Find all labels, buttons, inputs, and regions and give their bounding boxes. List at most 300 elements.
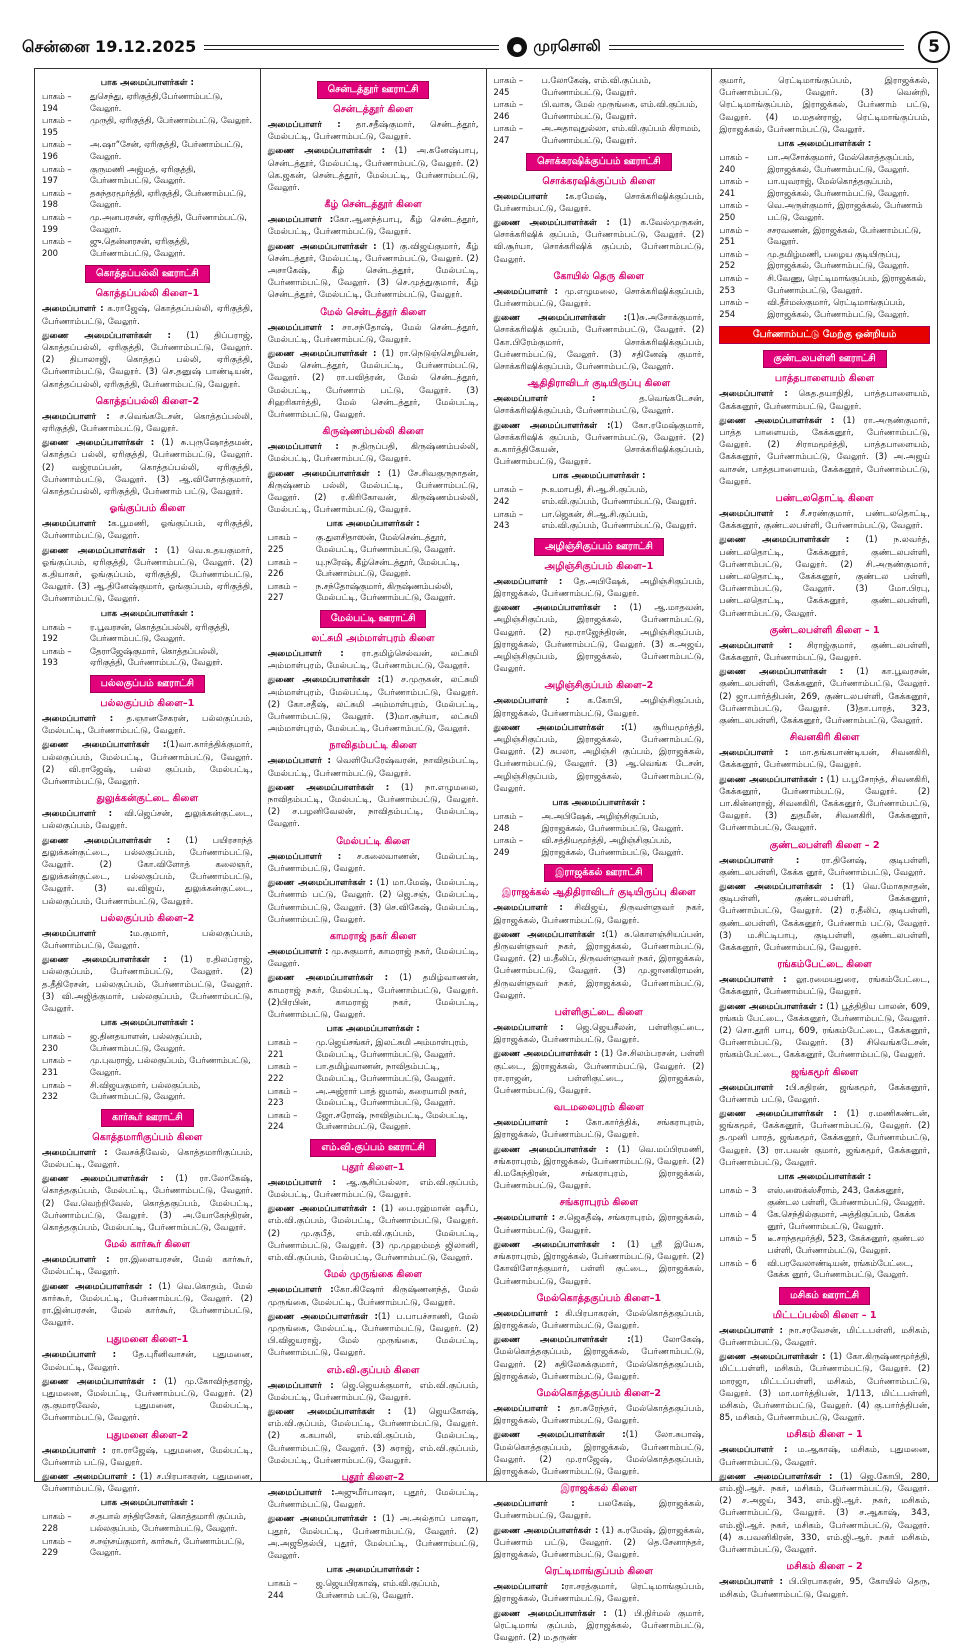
organizer-names: மு.சுகுமார், காமராஜ் நகர், மேல்பட்டி, வேலூர். [267,946,479,970]
organizer-entry [494,1403,705,1427]
role-label: துணை அமைப்பாளர்கள் : [267,468,381,479]
role-label: துணை அமைப்பாளர்கள் : [719,667,844,678]
ward-organizer: ர.பூவரசன், கொத்தப்பல்லி, ஏரிகுத்தி, பேர்ணாம்பட்டு, வேலூர். [90,621,230,644]
organizer-entry [268,851,479,875]
organizer-entry [42,1281,253,1330]
organizer-entry [719,508,930,532]
organizer-entry [42,1254,253,1278]
organizer-names: தே.புரீனிவாசன், புதுமனை, மேல்பட்டி, வேலூர். [42,1350,253,1373]
organizer-entry [42,1445,253,1469]
organizer-entry [719,1082,930,1106]
organizer-entry [42,835,253,908]
organizer-entry [494,602,705,675]
organizer-entry [719,388,930,412]
branch-heading: மேல் கார்கூர் கிளை [104,1239,191,1251]
branch-heading: மசிகம் கிளை – 2 [786,1561,863,1573]
role-label: துணை அமைப்பாளர்கள் : [42,330,171,341]
branch-heading: கொத்தப்பல்லி கிளை–2 [95,395,200,407]
section-label: பாக அமைப்பாளர்கள் : [326,519,420,530]
organizer-names: க.ராஜேஷ், கொத்தப்பல்லி, ஏரிகுத்தி, பேர்ணாம்பட்டு, வேலூர். [42,304,253,327]
column-1 [35,69,261,1558]
section-label: பாக அமைப்பாளர்கள் : [326,1565,420,1576]
organizer-entry [268,322,479,346]
ward-number: பாகம் – 252 [719,248,749,271]
panchayat-heading: இராஜக்கல் ஊராட்சி [544,864,653,882]
organizer-names: லூ.ரமையதுரை, ரங்கம்பேட்டை, கேக்கனூர், பேர்ணாம்பட்டு, வேலூர். [719,975,930,998]
branch-heading: சிவனகிரி கிளை [789,732,860,744]
organizer-names: ச.ஜெகதீஷ், சங்கராபுரம், இராஜக்கல், பேர்ணாம்பட்டு, வேலூர். [493,1213,705,1236]
branch-heading: மசிகம் கிளை – 1 [786,1429,863,1441]
branch-heading: கோயில் தெரு கிளை [553,270,645,282]
ward-organizer: அ.ஷா“சேன், ஏரிகுத்தி, பேர்ணாம்பட்டு, வேலூர். [90,139,244,161]
role-label: துணை அமைப்பாளர்கள் : [719,1352,826,1363]
organizer-names: ரா.ராஜேஷ், புதுமனை, மேல்பட்டி, பேர்ணாம் பட்டு, வேலூர். [42,1445,253,1468]
organizer-names: சிராஜ்குமார், குண்டலபள்ளி, கேக்கனூர், பேர்ணாம்பட்டு, வேலூர். [719,640,930,663]
organizer-names: (1) ரா.நெடுஞ்செழியன், மேல் சென்டத்தூர், மேல்பட்டி, பேர்ணாம்பட்டு, வேலூர். (2) ரா.பவித்ரன், மேல் சென்டத்தூர், மேல்பட்டி, பேர்ணாம் பட்டு, வேலூர். (3) சிஹரிகார்த்தி, மேல் சென்டத்தூர், மேல்பட்டி, பேர்ணாம்பட்டு, வேலூர். [267,349,479,421]
role-label: துணை அமைப்பாளர்கள் : [493,722,625,733]
organizer-entry [42,303,253,327]
ward-entry [42,115,253,138]
branch-heading: கீழ் சென்டத்தூர் கிளை [324,199,422,211]
ward-organizer: அ.அஜ்ரார் பாத் ஜமால், கரையாமி நகர், மேல்பட்டி, பேர்ணாம்பட்டு, வேலூர். [315,1085,467,1108]
ward-organizer: சசரவணன், இராஜக்கல், பேர்ணாம்பட்டு, வேலூர். [767,224,922,247]
ward-organizer: மு.தமிழ்மணி, பழைய குடியிருப்பு, இராஜக்கல், பேர்ணாம்பட்டு, வேலூர். [767,248,910,271]
ward-organizer: மு.அனபரசன், ஏரிகுத்தி, பேர்ணாம்பட்டு, வேலூர். [90,211,247,234]
organizer-names: குமார், ரெட்டிமாங்குப்பம், இராஜக்கல், பேர்ணாம்பட்டு, வேலூர். (3) வென்றி, ரெட்டிமாங்குப்பம், இராஜக்கல், பேர்ணாம் பட்டு, வேலூர். (4) ம.மதன்ராஜ், ரெட்டிமாங்குப்பம், இராஜக்கல், பேர்ணாம்பட்டு, வேலூர். [719,76,930,135]
organizer-names: ஆ.சூசிப்பல்லா, எம்.வி.குப்பம், மேல்பட்டி, பேர்ணாம்பட்டு, வேலூர். [267,1177,479,1201]
branch-heading: ரங்கம்பேட்டை கிளை [777,959,872,971]
ward-entry [42,236,253,259]
ward-number: பாகம் – 251 [719,224,749,247]
organizer-entry [268,468,479,517]
organizer-names: (1) ரா.லோகேஷ், கொத்தகுப்பம், மேல்பட்டி, பேர்ணாம்பட்டு, வேலூர். (2) வே.வெற்றிவேல், கொத்தகுப்பம், மேல்பட்டி, பேர்ணாம்பட்டு, வேலூர். (3) அ.யோகேந்திரன், கொத்தகுப்பம், மேல்பட்டி, பேர்ணாம்பட்டு, வேலூர். [42,1174,253,1233]
organizer-names: (1) ரா.அருண்குமார், பாத்த பாளையம், கேக்கனூர், பேர்ணாம்பட்டு, வேலூர். (2) சிராமமூர்த்தி, பாத்தபாளையம், கேக்கனூர், பேர்ணாம்பட்டு, வேலூர். (3) அ.அஜய் வாசன், பாத்தபாளையம், கேக்கனூர், பேர்ணாம்பட்டு, வேலூர். [719,415,930,487]
organizer-names: ரா.இளையரசன், மேல் கார்கூர், மேல்பட்டி, வேலூர். [42,1255,253,1278]
organizer-entry [719,747,930,771]
role-label: அமைப்பாளர் : [42,411,110,422]
panchayat-heading: மசிகம் ஊராட்சி [779,1287,870,1305]
ward-entry [42,164,253,187]
ward-number: பாகம் – 254 [719,297,749,319]
organizer-names: (1) ப.பாபச்சாணி, மேல் முருங்கை, மேல்பட்டி, பேர்ணாம்பட்டு, வேலூர். (2) பி.விஜயராஜ், மேல் முருங்கை, மேல்பட்டி, பேர்ணாம்பட்டு, வேலூர். [267,1311,479,1359]
ward-entry [494,123,705,146]
branch-heading: நாவிதம்பட்டி கிளை [329,740,417,752]
organizer-names: ரா.சரத்குமார், ரெட்டிமாங்குப்பம், இராஜக்கல், பேர்ணாம்பட்டு, வேலூர். [493,1582,705,1605]
ward-organizer: மு.ஜெய்சங்கர், இலட்சுமி அம்மாள்புரம், மேல்பட்டி, பேர்ணாம்பட்டு, வேலூர். [315,1037,469,1059]
branch-heading: வடமலைபுரம் கிளை [553,1102,645,1114]
ward-entry [42,646,253,669]
role-label: துணை அமைப்பாளர்கள் : [719,1471,833,1482]
ward-number: பாகம் – 228 [42,1511,72,1534]
organizer-entry [268,877,479,926]
organizer-entry [719,1576,930,1600]
organizer-names: க.பூமணி, ஓங்குப்பம், ஏரிகுத்தி, பேர்ணாம்பட்டு, வேலூர். [42,519,253,542]
organizer-names: (1) அ.அல்தாப் பாஷா, புதூர், மேல்பட்டி, பேர்ணாம்பட்டு, வேலூர். (2) அ.அஜூதல்பி, புதூர், மேல்பட்டி, பேர்ணாம்பட்டு, வேலூர். [267,1514,479,1561]
ward-organizer: ப.லோகேஷ், எம்.வி.குப்பம், பேர்ணாம்பட்டு, வேலூர். [541,75,652,97]
role-label: துணை அமைப்பாளர்கள் : [267,782,390,793]
ward-organizer: எஸ்.ஸைக்ஸ்சீராம், 243, கேக்கனூர், குண்டல பள்ளி, பேர்ணாம்பட்டு, வேலூர். [767,1185,926,1207]
organizer-entry [42,928,253,952]
branch-heading: ஜங்கமூர் கிளை [791,1066,859,1078]
organizer-names: (1) சே.சிவகுருநாதன், கிருஷ்ணம் பல்லி, மேல்பட்டி, பேர்ணாம்பட்டு, வேலூர். (2) ர.கிரிகோவன், கிருஷ்ணம்பல்லி, மேல்பட்டி, பேர்ணாம்பட்டு, வேலூர். [267,468,479,516]
organizer-names: (1) கா.பூவரசன், குண்டலபள்ளி, கேக்கனூர், பேர்ணாம்பட்டு, வேலூர். (2) ஜா.பார்த்திபன், 269, குண்டலபள்ளி, கேக்கனூர், பேர்ணாம்பட்டு, வேலூர். (3)தா.பாரத், 323, குண்டலபள்ளி, கேக்கனூர், பேர்ணாம்பட்டு, வேலூர். [719,667,930,726]
organizer-names: சிவிஜய், திருவள்ளுவர் நகர், இராஜக்கல், பேர்ணாம்பட்டு, வேலூர். [493,903,705,926]
ward-entry [42,1511,253,1534]
organizer-entry [494,1334,705,1383]
role-label: அமைப்பாளர் : [42,1350,117,1361]
organizer-names: (1) கோ.ரமேஷ்குமார், சொக்கரிஷிக் குப்பம், பேர்ணாம்பட்டு, வேலூர். (2) க.கார்த்திகேயன், சொக்கரிஷிக்குப்பம், பேர்ணாம்பட்டு, வேலூர். [493,420,705,468]
role-label: அமைப்பாளர் : [719,389,788,400]
ward-number: பாகம் – 227 [267,580,298,603]
organizer-names: (1) லோ.சுபாஷ், மேல்கொத்தகுப்பம், இராஜக்கல், பேர்ணாம்பட்டு, வேலூர். (2) மு.ராஜேஷ், மேல்கொத்தகுப்பம், இராஜக்கல், பேர்ணாம்பட்டு, வேலூர். [493,1430,705,1477]
role-label: துணை அமைப்பாளர்கள் : [493,1608,607,1619]
ward-entry [268,1086,479,1109]
ward-number: பாகம் – 197 [42,163,72,186]
ward-entry [494,509,705,532]
role-label: அமைப்பாளர் : [267,1380,334,1391]
organizer-entry [494,1608,705,1644]
organizer-entry [719,974,930,998]
organizer-entry [42,411,253,435]
role-label: அமைப்பாளர் : [267,1177,336,1188]
role-label: துணை அமைப்பாளர்கள் : [267,146,386,157]
role-label: அமைப்பாளர் : [719,1445,788,1456]
ward-number: பாகம் – 3 [719,1185,757,1196]
masthead [22,30,950,64]
organizer-entry [494,191,705,215]
organizer-names: (1) சு.புருஷோத்தமன், கொத்தப் பல்லி, ஏரிகுத்தி, பேர்ணாம்பட்டு, வேலூர். (2) வஜ்ரமப்பன், கொத்தப்பல்லி, ஏரிகுத்தி, பேர்ணாம்பட்டு, வேலூர். (3) ஆ.விளோத்குமார், கொத்தப்பல்லி, ஏரிகுத்தி, பேர்ணாம் பட்டு, வேலூர். [42,438,253,497]
section-label: பாக அமைப்பாளர்கள் : [100,608,194,619]
organizer-entry [268,972,479,1021]
role-label: துணை அமைப்பாளர்கள் : [493,603,617,614]
ward-entry [719,1233,930,1256]
organizer-entry [42,1376,253,1425]
ward-organizer: வி.பரவேலாண்டியன், ரங்கம்பேட்டை, கேக்க னூர், பேர்ணாம்பட்டு, வேலூர். [767,1257,914,1280]
role-label: துணை அமைப்பாளர்கள் : [493,217,610,228]
organizer-names: ச.கலைவாணன், மேல்பட்டி, பேர்ணாம்பட்டு, வேலூர். [267,851,479,874]
role-label: அமைப்பாளர் : [493,1023,564,1034]
panchayat-heading: அழிஞ்சிகுப்பம் ஊராட்சி [534,538,664,556]
ward-entry [268,1061,479,1084]
role-label: துணை அமைப்பாளர் : [42,1472,136,1483]
organizer-names: (1) தமிழ்வாணன், காமராஜ் நகர், மேல்பட்டி, பேர்ணாம்பட்டு, வேலூர். (2)பிரபின், காமராஜ் நகர், மேல்பட்டி, பேர்ணாம்பட்டு, வேலூர். [267,973,479,1020]
organizer-entry [719,881,930,954]
organizer-entry [494,722,705,795]
ward-number: பாகம் – 199 [42,211,72,234]
branch-heading: பாத்தபாளையம் கிளை [774,373,875,385]
organizer-entry [719,1325,930,1349]
organizer-names: (1) ர.திலப்ராஜ், பல்லகுப்பம், பேர்ணாம்பட்டு, வேலூர். (2) த.தீதிரேசன், பல்லகுப்பம், பேர்ணாம்பட்டு, வேலூர். (3) வி.அஜித்குமார், பல்லகுப்பம், பேர்ணாம்பட்டு, வேலூர். [42,955,253,1015]
organizer-names: (1) ர.மணிகண்டன், ஜங்கமூர், கேக்கனூர், பேர்ணாம்பட்டு, வேலூர். (2) த.முனி பாரத், ஜங்கமூர், கேக்கனூர், பேர்ணாம்பட்டு, வேலூர். (3) ரா.பவன் குமார், ஜங்கமூர், கேக்கனூர், பேர்ணாம்பட்டு, வேலூர். [719,1109,930,1168]
branch-heading: சங்கராபுரம் கிளை [559,1197,639,1209]
panchayat-heading: கொத்தப்பல்லி ஊராட்சி [85,265,210,283]
organizer-names: க.ரமேஷ், சொக்கரிஷிக்குப்பம், பேர்ணாம்பட்டு, வேலூர். [493,191,705,214]
organizer-names: தா.சதீஷ்குமார், சென்டத்தூர், மேல்பட்டி, பேர்ணாம்பட்டு, வேலூர். [267,120,479,143]
organizer-names: (1) ச.பிரபாகரன், புதுமனை, பேர்ணாம்பட்டு, வேலூர். [42,1472,253,1495]
organizer-names: த.ஞானசேகரன், பல்லகுப்பம், மேல்பட்டி, பேர்ணாம்பட்டு, வேலூர். [42,713,253,737]
ward-entry [268,1578,479,1601]
ward-number: பாகம் – 240 [719,152,749,174]
organizer-entry [268,1311,479,1360]
ward-entry [719,176,930,199]
organizer-names: (1) ப.பூசோந்த், சிவனகிரி, கேக்கனூர், பேர்ணாம்பட்டு, வேலூர். (2) பா.கின்னராஜ், சிவனகிரி, கேக்கனூர், பேர்ணாம்பட்டு, வேலூர். (3) துதமீன், சிவனகிரி, கேக்கனூர், பேர்ணாம்பட்டு, வேலூர். [719,774,930,834]
role-label: அமைப்பாளர் : [493,1499,575,1510]
organizer-names: (1) ஜெயகோஷ், எம்.வி.குப்பம், மேல்பட்டி, பேர்ணாம்பட்டு, வேலூர். (2) க.கபாலி, எம்.வி.குப்பம், மேல்பட்டி, பேர்ணாம்பட்டு, வேலூர். (3) சுராஜ், எம்.வி.குப்பம், மேல்பட்டி, பேர்ணாம்பட்டு, வேலூர். [267,1406,479,1466]
ward-organizer: அ.அதாவுதுல்லா, எம்.வி.குப்பம் கிராமம், பேர்ணாம்பட்டு, வேலூர். [541,123,701,145]
ward-number: பாகம் – 245 [493,75,524,97]
organizer-names: கோ.கார்த்திக், சங்கராபுரம், இராஜக்கல், பேர்ணாம்பட்டு, வேலூர். [493,1118,705,1141]
ward-entry [268,557,479,580]
role-label: அமைப்பாளர் : [267,756,331,767]
branch-heading: மேல்பட்டி கிளை [336,835,411,847]
ward-number: பாகம் – 244 [267,1578,298,1600]
branch-heading: பல்லகுப்பம் கிளை–2 [100,912,195,924]
ward-number: பாகம் – 247 [493,123,524,145]
ward-entry [494,484,705,507]
role-label: துணை அமைப்பாளர்கள் : [42,740,167,751]
role-label: துணை அமைப்பாளர்கள் : [267,1514,377,1525]
organizer-entry [494,1048,705,1097]
branch-heading: ஆதிதிராவிடர் குடியிருப்பு கிளை [527,378,671,390]
role-label: துணை அமைப்பாளர்கள் : [42,835,171,846]
ward-entry [494,811,705,834]
role-label: துணை அமைப்பாளர்கள் : [493,313,628,324]
panchayat-heading: கார்கூர் ஊராட்சி [101,1109,194,1127]
role-label: துணை அமைப்பாளர்கள் : [719,882,834,893]
column-2 [261,69,487,1600]
organizer-names: கோ.ஆனந்த்பாபு, கீழ் சென்டத்தூர், மேல்பட்டி, பேர்ணாம்பட்டு, வேலூர். [267,215,479,238]
ward-entry [268,1110,479,1133]
organizer-entry [719,415,930,488]
organizer-entry [494,902,705,926]
organizer-names: (1)சு.அசோக்குமார், சொக்கரிஷிக் குப்பம், பேர்ணாம்பட்டு, வேலூர். (2) கோ.பிரேம்குமார், சொக்கரிஷிக்குப்பம், பேர்ணாம்பட்டு, வேலூர். (3) சதினேஷ் குமார், சொக்கரிஷிக்குப்பம், பேர்ணாம்பட்டு, வேலூர். [493,313,705,372]
role-label: துணை அமைப்பாளர்கள் : [42,1281,153,1292]
organizer-entry [42,954,253,1015]
organizer-names: (1) ச.முருகன், லட்சுமி அம்மாள்புரம், மேல்பட்டி, பேர்ணாம்பட்டு, வேலூர். (2) கோ.சதீஷ், லட்சுமி அம்மாள்புரம், மேல்பட்டி, பேர்ணாம்பட்டு, வேலூர். (3)மா.சூர்யா, லட்சுமி அம்மாள்புரம், மேல்பட்டி, பேர்ணாம்பட்டு, வேலூர். [267,675,479,735]
organizer-entry [719,1001,930,1062]
masthead-logo [507,37,601,57]
role-label: துணை அமைப்பாளர்கள் : [267,675,382,686]
ward-organizer: தசுந்தரமூர்த்தி, ஏரிகுத்தி, பேர்ணாம்பட்டு, வேலூர். [90,187,247,210]
ward-entry [719,273,930,296]
ward-entry [719,225,930,248]
role-label: அமைப்பாளர் : [719,1082,789,1093]
panchayat-heading: மேல்பட்டி ஊராட்சி [320,610,427,628]
branch-heading: மேல்கொத்தகுப்பம் கிளை–2 [536,1387,662,1399]
role-label: துணை அமைப்பாளர்கள் : [493,1525,599,1536]
organizer-names: ம.குமார், பல்லகுப்பம், பேர்ணாம்பட்டு, வேலூர். [42,928,253,951]
role-label: துணை அமைப்பாளர்கள் : [719,1109,837,1120]
ward-entry [42,212,253,235]
ward-number: பாகம் – 4 [719,1209,757,1220]
role-label: அமைப்பாளர் : [267,1487,335,1498]
ward-organizer: பா.ஜெகன், சி.ஆ.சி.குப்பம், எம்.வி.குப்பம், பேர்ணாம்பட்டு, வேலூர். [541,508,697,531]
role-label: அமைப்பாளர் : [493,1403,561,1414]
role-label: அமைப்பாளர் : [267,851,342,862]
branch-heading: புதூர் கிளை–1 [341,1161,405,1173]
organizer-names: மா.தங்கபாண்டியன், சிவனகிரி, கேக்கனூர், பேர்ணாம்பட்டு, வேலூர். [719,748,930,771]
ward-organizer: மு.புவராஜ், பல்லகுப்பம், பேர்ணாம்பட்டு, வேலூர். [90,1055,251,1077]
panchayat-heading: எம்.வி.குப்பம் ஊராட்சி [310,1139,435,1157]
organizer-names: அஜுமீர்பாஷா, புதூர், மேல்பட்டி, பேர்ணாம்பட்டு, வேலூர். [267,1487,479,1511]
organizer-entry [719,534,930,619]
role-label: அமைப்பாளர் : [719,748,789,759]
organizer-entry [268,348,479,421]
ward-organizer: பா.அசோக்குமார், மேல்கொத்தகுப்பம், இராஜக்கல், பேர்ணாம்பட்டு, வேலூர். [767,152,915,174]
role-label: துணை அமைப்பாளர்கள் : [42,545,158,556]
ward-entry [719,1209,930,1232]
role-label: அமைப்பாளர் : [719,1325,783,1336]
role-label: துணை அமைப்பாளர்கள் : [719,1001,824,1012]
panchayat-heading: சொக்கரஷிக்குப்பம் ஊராட்சி [526,153,672,171]
organizer-names: (1) பி.நிர்மல் குமார், ரெட்டிமாங் குப்பம், இராஜக்கல், பேர்ணாம்பட்டு, வேலூர். (2) ம.தருண் [493,1608,705,1643]
section-label: பாக அமைப்பாளர்கள் : [100,1498,194,1509]
organizer-entry [494,217,705,266]
ward-organizer: ஜ.ஜெயபிரகாஷ், எம்.வி.குப்பம், பேர்ணாம் பட்டு, வேலூர். [315,1578,440,1600]
organizer-entry [268,1177,479,1201]
organizer-names: பலகேஷ், இராஜக்கல், பேர்ணாம்பட்டு, வேலூர். [493,1499,705,1522]
branch-heading: அழிஞ்சிகுப்பம் கிளை–1 [544,560,654,572]
section-label: பாக அமைப்பாளர்கள் : [100,1018,194,1029]
organizer-names: ந.திருப்பதி, கிருஷ்ணம்பல்லி, மேல்பட்டி, பேர்ணாம்பட்டு, வேலூர். [267,442,479,465]
column-4 [712,69,937,1600]
role-label: அமைப்பாளர் : [42,713,114,724]
page-number: 5 [918,31,950,63]
branch-heading: கொத்தமாரிகுப்பம் கிளை [92,1131,203,1143]
organizer-entry [42,739,253,788]
branch-heading: காமராஜ் நகர் கிளை [329,930,417,942]
ward-number: பாகம் – 222 [267,1061,298,1083]
ward-number: பாகம் – 226 [267,556,298,579]
role-label: அமைப்பாளர் : [42,1445,106,1456]
branch-heading: சென்டத்தூர் கிளை [333,104,414,115]
organizer-entry [719,640,930,664]
ward-number: பாகம் – 200 [42,236,72,258]
role-label: அமைப்பாளர் : [42,809,113,820]
branch-heading: மேல் சென்டத்தூர் கிளை [320,306,427,318]
branch-heading: புதுமனை கிளை–2 [106,1429,189,1441]
branch-heading: புதூர் கிளை–2 [341,1471,405,1483]
organizer-names: சீ.சரண்குமார், பண்டலதொட்டி, கேக்கனூர், குண்டலபள்ளி, பேர்ணாம்பட்டு, வேலூர். [719,508,930,532]
organizer-names: மு.எழுமலை, சொக்கரிஷிக்குப்பம், பேர்ணாம்பட்டு, வேலூர். [493,286,705,309]
organizer-names: தே.அபிஷேக், அழிஞ்சிகுப்பம், இராஜக்கல், பேர்ணாம்பட்டு, வேலூர். [493,576,705,599]
organizer-entry [268,145,479,194]
organizer-names: சா.சந்தோஷ், மேல் சென்டத்தூர், மேல்பட்டி, பேர்ணாம்பட்டு, வேலூர். [267,322,479,345]
organizer-entry [42,1471,253,1495]
column-3 [487,69,713,1643]
role-label: அமைப்பாளர் : [42,1147,108,1158]
organizer-names: (1) பை.ரஹ்மான் ஷரீப், எம்.வி.குப்பம், மேல்பட்டி, பேர்ணாம்பட்டு, வேலூர். (2) மு.குபீத், எம்.வி.குப்பம், மேல்பட்டி, பேர்ணாம்பட்டு, வேலூர். (3) மு.முஹம்மத் ஜிலானி, எம்.வி.குப்பம், மேல்பட்டி, பேர்ணாம்பட்டு, வேலூர். [267,1204,479,1264]
ward-number: பாகம் – 225 [267,532,298,555]
organizer-entry [42,437,253,498]
role-label: துணை அமைப்பாளர்கள் : [42,438,155,449]
role-label: துணை அமைப்பாளர்கள் : [493,1049,598,1060]
role-label: அமைப்பாளர் : [493,696,570,707]
role-label: அமைப்பாளர் : [719,640,793,651]
ward-entry [42,188,253,211]
branch-heading: மேல்கொத்தகுப்பம் கிளை–1 [536,1292,662,1304]
role-label: அமைப்பாளர் : [42,928,134,939]
ward-organizer: சி.விஜயகுமார், பல்லகுப்பம், பேர்ணாம்பட்டு, வேலூர். [90,1079,201,1102]
organizer-entry [268,1513,479,1562]
organizer-entry [268,1380,479,1404]
organizer-names: (1) ஸ்ரீ இயேசு, சங்கராபுரம், இராஜக்கல், பேர்ணாம்பட்டு, வேலூர். (2) கோவிளோத்குமார், பள்ளி குட்டை, இராஜக்கல், பேர்ணாம்பட்டு, வேலூர். [493,1239,705,1287]
role-label: அமைப்பாளர் : [267,946,329,957]
branch-heading: குண்டலபள்ளி கிளை – 2 [769,839,880,851]
role-label: துணை அமைப்பாளர்கள் : [493,420,611,431]
branch-heading: இராஜக்கல் ஆதிதிராவிடர் குடியிருப்பு கிளை [502,887,696,899]
organizer-names: (1) சே.சிலம்பரசன், பள்ளி குட்டை, இராஜக்கல், பேர்ணாம்பட்டு, வேலூர். (2) ரா.ராஜன், பள்ளிகுட்டை, இராஜக்கல், பேர்ணாம்பட்டு, வேலூர். [493,1049,705,1097]
organizer-entry [494,1581,705,1605]
organizer-names: நா.சரவேசன், மிட்டபள்ளி, மசிகம், பேர்ணாம்பட்டு, வேலூர். [719,1325,930,1349]
panchayat-heading: சென்டத்தூர் ஊராட்சி [317,81,430,99]
role-label: துணை அமைப்பாளர்கள் : [267,878,373,889]
ward-number: பாகம் – 221 [267,1037,298,1059]
ward-entry [719,297,930,320]
ward-organizer: ந.சந்தோஷ்குமார், கிருஷ்ணம்பல்லி, மேல்பட்டி, பேர்ணாம்பட்டு, வேலூர். [315,580,456,603]
branch-heading: ஓங்குப்பம் கிளை [109,503,186,515]
ward-entry [268,581,479,604]
organizer-entry [268,119,479,143]
organizer-entry [42,545,253,606]
ward-number: பாகம் – 229 [42,1535,72,1558]
ward-number: பாகம் – 242 [493,484,524,507]
organizer-entry [494,1429,705,1478]
organizer-names: வெளியேரேஷ்வரன், நாவிதம்பட்டி, மேல்பட்டி, பேர்ணாம்பட்டு, வேலூர். [267,756,479,779]
organizer-entry [268,782,479,831]
ward-organizer: ச.தபால் சந்திரசேகர், கொத்தமாரி குப்பம், பல்லகுப்பம், பேர்ணாம்பட்டு, வேலூர். [90,1511,247,1534]
organizer-entry [268,1406,479,1467]
role-label: துணை அமைப்பாளர்கள் : [267,1204,376,1215]
organizer-entry [42,1147,253,1171]
organizer-entry [719,1108,930,1169]
organizer-entry [494,1144,705,1193]
organizer-names: (1) கோ.கிருஷ்ணமூர்த்தி, மிட்டபள்ளி, மசிகம், பேர்ணாம்பட்டு, வேலூர். (2) மாரஜா, மிட்டப்பள்ளி, மசிகம், பேர்ணாம்பட்டு, வேலூர். (3) மா.மார்த்திபன், 1/113, மிட்டபள்ளி, மசிகம், பேர்ணாம்பட்டு, வேலூர். (4) கு.பார்த்திபன், 85, மசிகம், பேர்ணாம்பட்டு, வேலூர். [719,1352,930,1424]
organizer-names: (1) திப்பராஜ், கொத்தப்பல்லி, ஏரிகுத்தி, பேர்ணாம்பட்டு, வேலூர். (2) திபாலாஜி, கொத்தப் பல்லி, ஏரிகுத்தி, பேர்ணாம்பட்டு, வேலூர். (3) செ.தனுஷ் பாண்டியன், கொத்தப்பல்லி, ஏரிகுத்தி, பேர்ணாம்பட்டு, வேலூர். [42,330,253,390]
ward-number: பாகம் – 224 [267,1109,298,1132]
organizer-entry [268,755,479,779]
role-label: துணை அமைப்பாளர்கள் : [719,535,850,546]
organizer-names: ஜெ.ஜெயசீலன், பள்ளிகுட்டை, இராஜக்கல், பேர்ணாம்பட்டு, வேலூர். [493,1023,705,1046]
ward-number: பாகம் – 195 [42,115,72,137]
ward-organizer: பா.யுவராஜ், மேல்கொத்தகுப்பம், இராஜக்கல், பேர்ணாம்பட்டு, வேலூர். [767,176,910,198]
branch-heading: பள்ளிகுட்டை கிளை [554,1007,643,1019]
organizer-entry [494,312,705,373]
role-label: அமைப்பாளர் : [267,1285,334,1296]
section-label: பாக அமைப்பாளர்கள் : [100,78,194,88]
branch-heading: லட்சுமி அம்மாள்புரம் கிளை [311,633,435,645]
organizer-names: (1) ஜெ.கோபி, 280, எம்.ஜி.ஆர். நகர், மசிகம், பேர்ணாம்பட்டு, வேலூர். (2) ச.அஜய், 343, எம்.ஜி.ஆர். நகர், மசிகம், பேர்ணாம்பட்டு, வேலூர். (3) ச.ஆகாஷ், 343, எம்.ஜி.ஆர். நகர், மசிகம், பேர்ணாம்பட்டு, வேலூர். (4) சு.பவனிகிரன், 330, எம்.ஜி.ஆர். நகர் மசிகம், பேர்ணாம்பட்டு, வேலூர். [719,1471,930,1556]
role-label: அமைப்பாளர் : [267,120,341,130]
ward-entry [42,622,253,645]
panchayat-heading: பல்லகுப்பம் ஊராட்சி [90,675,205,693]
ward-organizer: கே.செந்தில்குமார், அத்திகுப்பம், கேக்க னூர், பேர்ணாம்பட்டு, வேலூர். [767,1209,916,1231]
branch-heading: பல்லகுப்பம் கிளை–1 [100,697,195,709]
ward-entry [42,91,253,114]
organizer-entry [42,808,253,832]
organizer-entry [719,1351,930,1424]
ward-organizer: ந.உமாபதி, சி.ஆ.சி.குப்பம், எம்.வி.குப்பம், பேர்ணாம்பட்டு, வேலூர். [541,484,697,507]
ward-number: பாகம் – 6 [719,1257,757,1268]
role-label: துணை அமைப்பாளர்கள் : [493,1144,609,1155]
role-label: துணை அமைப்பாளர்கள் : [493,929,606,940]
organizer-names: ம.ஆகாஷ், மசிகம், புதுமனை, பேர்ணாம்பட்டு, வேலூர். [719,1445,930,1468]
ward-number: பாகம் – 243 [493,508,524,531]
ward-entry [719,200,930,223]
organizer-entry [494,576,705,600]
role-label: அமைப்பாளர் : [267,442,339,453]
organizer-entry [42,1173,253,1234]
